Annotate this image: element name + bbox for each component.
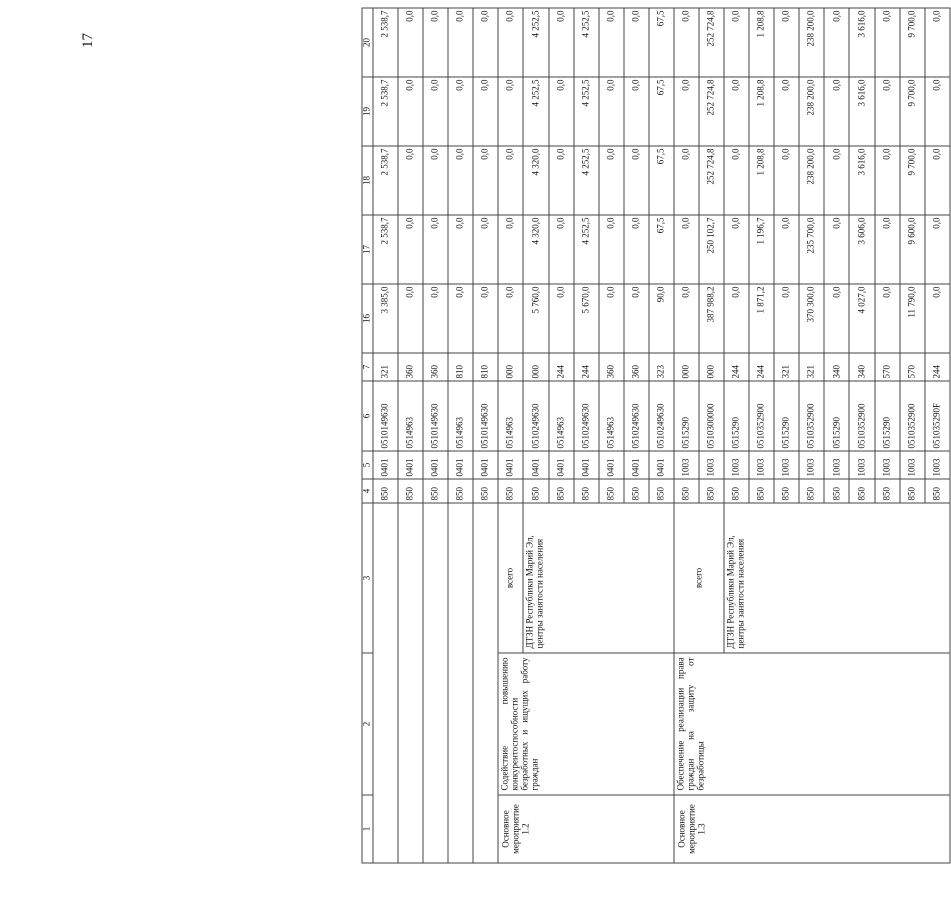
cell-rzpr: 1003 <box>925 451 950 479</box>
blank-cell <box>423 503 448 863</box>
header-col-1: 1 <box>362 795 373 863</box>
cell-csr: 0510149630 <box>473 381 498 451</box>
cell-value: 1 871,2 <box>749 284 774 353</box>
cell-vr: 340 <box>824 353 849 381</box>
header-col-2: 2 <box>362 653 373 795</box>
cell-rzpr: 0401 <box>574 451 599 479</box>
cell-value: 0,0 <box>724 8 749 77</box>
cell-value: 238 200,0 <box>799 77 824 146</box>
cell-value: 252 724,8 <box>699 146 724 215</box>
cell-value: 0,0 <box>473 284 498 353</box>
cell-value: 0,0 <box>599 146 624 215</box>
cell-csr: 0510249630 <box>624 381 649 451</box>
cell-value: 0,0 <box>674 284 699 353</box>
cell-value: 0,0 <box>498 284 523 353</box>
cell-vr: 000 <box>674 353 699 381</box>
cell-value: 0,0 <box>473 8 498 77</box>
cell-value: 0,0 <box>448 146 473 215</box>
cell-csr: 0514963 <box>398 381 423 451</box>
cell-value: 0,0 <box>674 8 699 77</box>
table-row <box>674 8 699 863</box>
cell-value: 0,0 <box>674 215 699 284</box>
cell-vr: 244 <box>724 353 749 381</box>
cell-csr: 0515290 <box>724 381 749 451</box>
cell-value: 0,0 <box>824 215 849 284</box>
cell-value: 0,0 <box>398 146 423 215</box>
cell-value: 1 208,8 <box>749 77 774 146</box>
cell-vr: 321 <box>373 353 398 381</box>
cell-grbs: 850 <box>398 479 423 503</box>
cell-grbs: 850 <box>774 479 799 503</box>
cell-value: 252 724,8 <box>699 77 724 146</box>
cell-grbs: 850 <box>875 479 900 503</box>
cell-value: 0,0 <box>875 215 900 284</box>
cell-value: 0,0 <box>774 77 799 146</box>
cell-grbs: 850 <box>599 479 624 503</box>
cell-value: 3 385,0 <box>373 284 398 353</box>
header-col-20: 20 <box>362 8 373 77</box>
cell-grbs: 850 <box>473 479 498 503</box>
cell-grbs: 850 <box>799 479 824 503</box>
cell-value: 0,0 <box>599 8 624 77</box>
cell-value: 0,0 <box>624 8 649 77</box>
cell-value: 90,0 <box>649 284 674 353</box>
cell-value: 4 252,5 <box>574 215 599 284</box>
cell-value: 0,0 <box>398 215 423 284</box>
cell-value: 250 102,7 <box>699 215 724 284</box>
cell-vr: 244 <box>749 353 774 381</box>
cell-value: 0,0 <box>925 146 950 215</box>
table-row <box>373 8 398 863</box>
cell-csr: 0514963 <box>498 381 523 451</box>
cell-rzpr: 1003 <box>749 451 774 479</box>
cell-value: 0,0 <box>875 8 900 77</box>
cell-value: 0,0 <box>674 77 699 146</box>
cell-grbs: 850 <box>649 479 674 503</box>
cell-value: 0,0 <box>774 215 799 284</box>
cell-value: 0,0 <box>824 77 849 146</box>
header-col-18: 18 <box>362 146 373 215</box>
cell-value: 0,0 <box>875 284 900 353</box>
cell-value: 0,0 <box>549 146 574 215</box>
header-row <box>362 8 373 863</box>
cell-rzpr: 0401 <box>549 451 574 479</box>
cell-value: 0,0 <box>448 8 473 77</box>
cell-value: 0,0 <box>774 284 799 353</box>
cell-vr: 000 <box>699 353 724 381</box>
cell-csr: 0510300000 <box>699 381 724 451</box>
cell-vr: 570 <box>900 353 925 381</box>
cell-csr: 0510249630 <box>523 381 548 451</box>
cell-value: 4 320,0 <box>523 215 548 284</box>
cell-value: 0,0 <box>473 146 498 215</box>
cell-vr: 810 <box>448 353 473 381</box>
cell-rzpr: 1003 <box>875 451 900 479</box>
cell-value: 4 252,5 <box>574 8 599 77</box>
cell-value: 235 700,0 <box>799 215 824 284</box>
cell-value: 0,0 <box>498 146 523 215</box>
cell-vr: 000 <box>498 353 523 381</box>
cell-grbs: 850 <box>373 479 398 503</box>
cell-value: 0,0 <box>875 146 900 215</box>
cell-rzpr: 0401 <box>423 451 448 479</box>
cell-value: 0,0 <box>398 8 423 77</box>
cell-grbs: 850 <box>674 479 699 503</box>
budget-table <box>362 8 951 864</box>
cell-value: 0,0 <box>498 77 523 146</box>
cell-csr: 0510149630 <box>423 381 448 451</box>
cell-vr: 244 <box>925 353 950 381</box>
cell-csr: 0514963 <box>599 381 624 451</box>
cell-vr: 360 <box>398 353 423 381</box>
table-row <box>473 8 498 863</box>
cell-rzpr: 1003 <box>849 451 874 479</box>
cell-rzpr: 0401 <box>398 451 423 479</box>
cell-vr: 570 <box>875 353 900 381</box>
cell-vr: 244 <box>549 353 574 381</box>
table-row <box>398 8 423 863</box>
cell-vr: 810 <box>473 353 498 381</box>
cell-csr: 0515290 <box>674 381 699 451</box>
cell-value: 3 616,0 <box>849 8 874 77</box>
header-col-5: 5 <box>362 451 373 479</box>
cell-vr: 321 <box>774 353 799 381</box>
cell-value: 0,0 <box>398 77 423 146</box>
total-label: всего <box>498 503 523 653</box>
cell-value: 0,0 <box>398 284 423 353</box>
cell-value: 0,0 <box>624 215 649 284</box>
cell-vr: 340 <box>849 353 874 381</box>
cell-vr: 323 <box>649 353 674 381</box>
cell-grbs: 850 <box>749 479 774 503</box>
cell-value: 0,0 <box>448 284 473 353</box>
cell-value: 3 616,0 <box>849 77 874 146</box>
cell-value: 0,0 <box>423 77 448 146</box>
cell-rzpr: 0401 <box>498 451 523 479</box>
cell-value: 0,0 <box>824 8 849 77</box>
cell-vr: 000 <box>523 353 548 381</box>
cell-value: 0,0 <box>925 284 950 353</box>
cell-csr: 0510352900 <box>749 381 774 451</box>
table-row <box>448 8 473 863</box>
cell-value: 2 538,7 <box>373 146 398 215</box>
blank-cell <box>473 503 498 863</box>
cell-rzpr: 1003 <box>824 451 849 479</box>
cell-grbs: 850 <box>423 479 448 503</box>
measure-label-1-3: Основное мероприятие 1.3 <box>674 795 950 863</box>
cell-csr: 0510352900 <box>849 381 874 451</box>
cell-csr: 0510352900 <box>900 381 925 451</box>
cell-grbs: 850 <box>624 479 649 503</box>
cell-csr: 0514963 <box>549 381 574 451</box>
cell-value: 67,5 <box>649 77 674 146</box>
cell-value: 387 988,2 <box>699 284 724 353</box>
cell-rzpr: 0401 <box>523 451 548 479</box>
cell-value: 9 600,0 <box>900 215 925 284</box>
cell-grbs: 850 <box>498 479 523 503</box>
cell-value: 0,0 <box>599 284 624 353</box>
cell-value: 0,0 <box>724 77 749 146</box>
header-col-17: 17 <box>362 215 373 284</box>
header-col-7: 7 <box>362 353 373 381</box>
cell-csr: 0510249630 <box>649 381 674 451</box>
executor-1-3: ДТЗН Республики Марий Эл, центры занятости населения <box>724 503 950 653</box>
cell-value: 4 252,5 <box>574 77 599 146</box>
cell-grbs: 850 <box>699 479 724 503</box>
cell-value: 0,0 <box>925 77 950 146</box>
cell-value: 1 208,8 <box>749 8 774 77</box>
cell-value: 4 320,0 <box>523 146 548 215</box>
cell-value: 1 208,8 <box>749 146 774 215</box>
cell-vr: 360 <box>423 353 448 381</box>
measure-title-1-2: Содействие повышению конкурентоспособности безработных и ищущих работу граждан <box>498 653 674 795</box>
cell-rzpr: 0401 <box>649 451 674 479</box>
header-col-4: 4 <box>362 479 373 503</box>
cell-vr: 321 <box>799 353 824 381</box>
cell-grbs: 850 <box>824 479 849 503</box>
cell-value: 3 606,0 <box>849 215 874 284</box>
cell-value: 0,0 <box>498 215 523 284</box>
blank-cell <box>448 503 473 863</box>
cell-grbs: 850 <box>900 479 925 503</box>
cell-value: 0,0 <box>925 8 950 77</box>
cell-vr: 360 <box>624 353 649 381</box>
cell-csr: 0515290 <box>774 381 799 451</box>
cell-value: 0,0 <box>724 284 749 353</box>
cell-value: 0,0 <box>473 215 498 284</box>
cell-value: 238 200,0 <box>799 8 824 77</box>
cell-value: 0,0 <box>599 77 624 146</box>
cell-value: 0,0 <box>549 284 574 353</box>
page-number: 17 <box>80 33 96 48</box>
cell-grbs: 850 <box>549 479 574 503</box>
cell-rzpr: 0401 <box>599 451 624 479</box>
cell-value: 0,0 <box>724 146 749 215</box>
cell-value: 0,0 <box>724 215 749 284</box>
cell-csr: 0510249630 <box>574 381 599 451</box>
header-col-6: 6 <box>362 381 373 451</box>
cell-value: 0,0 <box>423 284 448 353</box>
cell-rzpr: 1003 <box>699 451 724 479</box>
cell-value: 0,0 <box>875 77 900 146</box>
cell-value: 9 700,0 <box>900 77 925 146</box>
cell-rzpr: 1003 <box>799 451 824 479</box>
cell-value: 0,0 <box>448 215 473 284</box>
cell-value: 0,0 <box>824 284 849 353</box>
budget-table-sheet <box>362 9 951 864</box>
cell-value: 9 700,0 <box>900 8 925 77</box>
cell-value: 9 700,0 <box>900 146 925 215</box>
total-label: всего <box>674 503 724 653</box>
cell-grbs: 850 <box>849 479 874 503</box>
cell-grbs: 850 <box>574 479 599 503</box>
cell-csr: 0510149630 <box>373 381 398 451</box>
cell-value: 5 670,0 <box>574 284 599 353</box>
cell-grbs: 850 <box>523 479 548 503</box>
cell-csr: 0510352900 <box>799 381 824 451</box>
cell-value: 252 724,8 <box>699 8 724 77</box>
cell-csr: 0514963 <box>448 381 473 451</box>
cell-grbs: 850 <box>925 479 950 503</box>
cell-value: 0,0 <box>423 215 448 284</box>
cell-value: 0,0 <box>549 77 574 146</box>
cell-grbs: 850 <box>448 479 473 503</box>
cell-vr: 244 <box>574 353 599 381</box>
cell-value: 2 538,7 <box>373 215 398 284</box>
cell-value: 1 196,7 <box>749 215 774 284</box>
cell-value: 0,0 <box>824 146 849 215</box>
blank-cell <box>373 503 398 863</box>
cell-value: 67,5 <box>649 8 674 77</box>
cell-value: 5 760,0 <box>523 284 548 353</box>
header-col-3: 3 <box>362 503 373 653</box>
cell-csr: 0515290 <box>824 381 849 451</box>
cell-value: 0,0 <box>774 8 799 77</box>
blank-cell <box>398 503 423 863</box>
measure-label-1-2: Основное мероприятие 1.2 <box>498 795 674 863</box>
cell-csr: 0515290 <box>875 381 900 451</box>
cell-value: 0,0 <box>549 8 574 77</box>
cell-value: 238 200,0 <box>799 146 824 215</box>
cell-value: 370 300,0 <box>799 284 824 353</box>
cell-rzpr: 1003 <box>900 451 925 479</box>
cell-rzpr: 0401 <box>624 451 649 479</box>
cell-rzpr: 1003 <box>724 451 749 479</box>
cell-value: 2 538,7 <box>373 77 398 146</box>
cell-value: 0,0 <box>448 77 473 146</box>
cell-grbs: 850 <box>724 479 749 503</box>
cell-value: 0,0 <box>925 215 950 284</box>
table-row <box>498 8 523 863</box>
cell-value: 11 790,0 <box>900 284 925 353</box>
cell-value: 0,0 <box>423 146 448 215</box>
cell-value: 4 252,5 <box>574 146 599 215</box>
cell-rzpr: 0401 <box>373 451 398 479</box>
cell-value: 0,0 <box>549 215 574 284</box>
cell-rzpr: 0401 <box>473 451 498 479</box>
cell-csr: 051035290F <box>925 381 950 451</box>
cell-rzpr: 0401 <box>448 451 473 479</box>
cell-rzpr: 1003 <box>774 451 799 479</box>
cell-value: 3 616,0 <box>849 146 874 215</box>
cell-value: 0,0 <box>624 77 649 146</box>
cell-vr: 360 <box>599 353 624 381</box>
cell-value: 0,0 <box>473 77 498 146</box>
cell-value: 0,0 <box>423 8 448 77</box>
header-col-19: 19 <box>362 77 373 146</box>
cell-value: 0,0 <box>624 284 649 353</box>
cell-value: 2 538,7 <box>373 8 398 77</box>
cell-value: 0,0 <box>624 146 649 215</box>
cell-value: 0,0 <box>599 215 624 284</box>
executor-1-2: ДТЗН Республики Марий Эл, центры занятости населения <box>523 503 673 653</box>
cell-value: 4 252,5 <box>523 77 548 146</box>
cell-value: 0,0 <box>674 146 699 215</box>
measure-title-1-3: Обеспечение реализации права граждан на защиту от безработицы <box>674 653 950 795</box>
cell-value: 4 252,5 <box>523 8 548 77</box>
cell-value: 0,0 <box>498 8 523 77</box>
cell-value: 0,0 <box>774 146 799 215</box>
cell-value: 4 027,0 <box>849 284 874 353</box>
cell-rzpr: 1003 <box>674 451 699 479</box>
cell-value: 67,5 <box>649 146 674 215</box>
header-col-16: 16 <box>362 284 373 353</box>
table-row <box>423 8 448 863</box>
cell-value: 67,5 <box>649 215 674 284</box>
